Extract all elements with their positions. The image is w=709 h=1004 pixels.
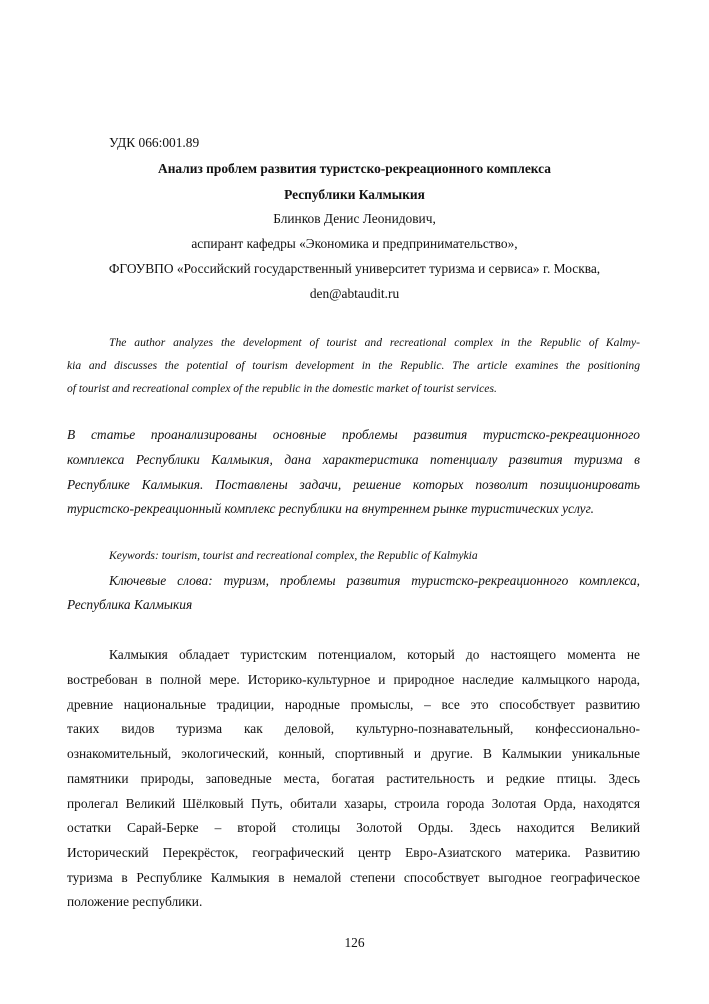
body-line: Исторический Перекрёсток, географический центр Евро-Азиатского материка. Развитию: [67, 845, 640, 860]
body-line: востребован в полной мере. Историко-культурное и природное наследие калмыцкого народа,: [67, 672, 640, 687]
page-number: 126: [344, 935, 365, 950]
abstract-en-line: of tourist and recreational complex of the republic in the domestic market of tourist services.: [67, 382, 497, 395]
author-affiliation: ФГОУВПО «Российский государственный университет туризма и сервиса» г. Москва,: [108, 261, 601, 276]
author-position: аспирант кафедры «Экономика и предпринимательство»,: [191, 236, 518, 251]
abstract-ru-line: комплекса Республики Калмыкия, дана характеристика потенциалу развития туризма в: [67, 452, 640, 467]
keywords-en: Keywords: tourism, tourist and recreational complex, the Republic of Kalmykia: [109, 549, 478, 562]
author-email: den@abtaudit.ru: [309, 286, 400, 301]
body-line: положение республики.: [67, 894, 203, 909]
abstract-en-line: kia and discusses the potential of tourism development in the Republic. The article examines the positioning: [67, 359, 640, 372]
udk-code: УДК 066:001.89: [109, 135, 200, 150]
body-line: туризма в Республике Калмыкия в немалой степени способствует выгодное географическое: [67, 870, 640, 885]
abstract-en-line: The author analyzes the development of tourist and recreational complex in the Republic of Kalmy-: [109, 336, 640, 349]
abstract-ru-line: туристско-рекреационный комплекс республики на внутреннем рынке туристических услуг.: [67, 501, 594, 516]
body-line: пролегал Великий Шёлковый Путь, обитали хазары, строила города Золотая Орда, находятся: [67, 796, 640, 811]
body-line: Калмыкия обладает туристским потенциалом, который до настоящего момента не: [109, 647, 640, 662]
body-line: ознакомительный, экологический, конный, спортивный и другие. В Калмыкии уникальные: [67, 746, 640, 761]
article-title-line-2: Республики Калмыкия: [284, 187, 425, 202]
author-name: Блинков Денис Леонидович,: [273, 211, 436, 226]
article-title-line-1: Анализ проблем развития туристско-рекреационного комплекса: [158, 161, 551, 176]
body-line: древние национальные традиции, народные промыслы, – все это способствует развитию: [67, 697, 640, 712]
keywords-ru-line: Ключевые слова: туризм, проблемы развития туристско-рекреационного комплекса,: [109, 573, 640, 588]
body-line: таких видов туризма как деловой, культурно-познавательный, конфессионально-: [67, 721, 640, 736]
body-line: памятники природы, заповедные места, богатая растительность и редкие птицы. Здесь: [67, 771, 640, 786]
abstract-ru-line: Республике Калмыкия. Поставлены задачи, решение которых позволит позиционировать: [67, 477, 640, 492]
abstract-ru-line: В статье проанализированы основные проблемы развития туристско-рекреационного: [67, 427, 640, 442]
keywords-ru-line: Республика Калмыкия: [67, 597, 193, 612]
body-line: остатки Сарай-Берке – второй столицы Золотой Орды. Здесь находится Великий: [67, 820, 640, 835]
